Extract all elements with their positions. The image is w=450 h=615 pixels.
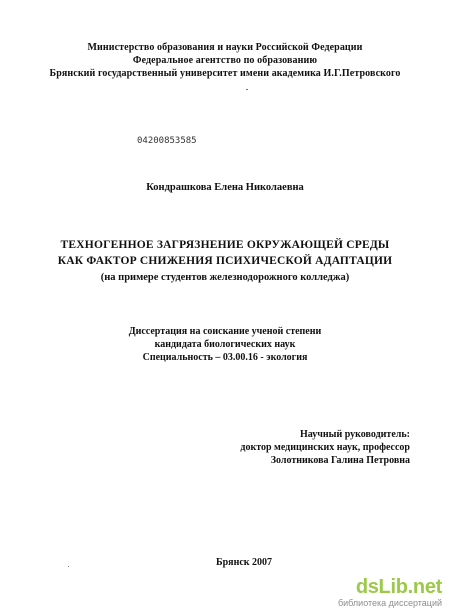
header-ministry: Министерство образования и науки Российской Федерации [87, 42, 363, 53]
dissertation-specialty: Специальность – 03.00.16 - экология [142, 352, 308, 363]
title-subtitle: (на примере студентов железнодорожного колледжа) [100, 272, 350, 283]
stamp-number: 04200853585 [137, 136, 197, 146]
supervisor-name: Золотникова Галина Петровна [270, 455, 410, 466]
city-year: Брянск 2007 [216, 557, 273, 568]
watermark-subtitle: библиотека диссертаций [337, 598, 442, 608]
dissertation-field: кандидата биологических наук [154, 339, 296, 350]
header-agency: Федеральное агентство по образованию [132, 55, 318, 66]
author-name: Кондрашкова Елена Николаевна [146, 182, 304, 193]
scan-speck [68, 566, 69, 567]
title-line-2: КАК ФАКТОР СНИЖЕНИЯ ПСИХИЧЕСКОЙ АДАПТАЦИИ [57, 255, 393, 267]
watermark [292, 576, 442, 609]
scan-speck [246, 89, 248, 90]
supervisor-degree: доктор медицинских наук, профессор [240, 442, 410, 453]
dissertation-degree: Диссертация на соискание ученой степени [128, 326, 322, 337]
supervisor-label: Научный руководитель: [300, 429, 410, 440]
header-university: Брянский государственный университет имени академика И.Г.Петровского [49, 68, 401, 79]
title-line-1: ТЕХНОГЕННОЕ ЗАГРЯЗНЕНИЕ ОКРУЖАЮЩЕЙ СРЕДЫ [60, 239, 390, 251]
watermark-logo: dsLib.net [355, 576, 442, 598]
